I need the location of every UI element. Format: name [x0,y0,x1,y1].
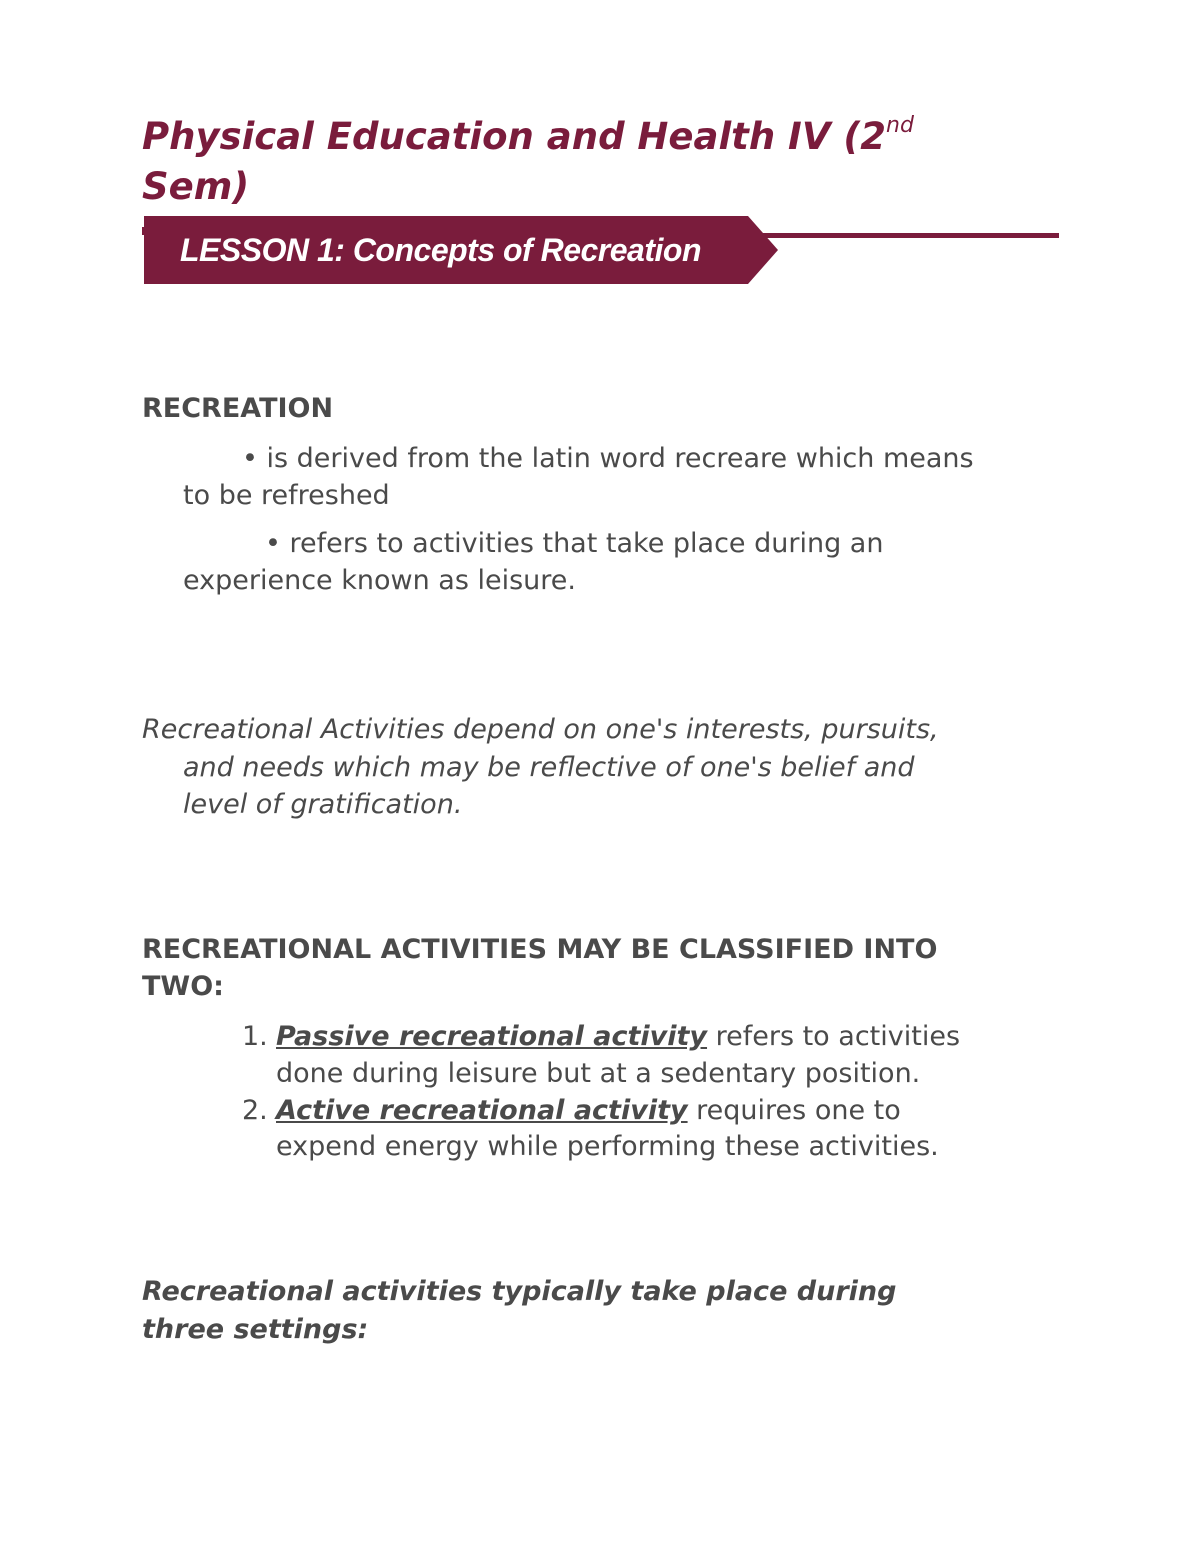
active-term: Active recreational activity [276,1095,688,1126]
list-item-2-number: 2. [242,1095,268,1126]
bullet-1-line-2: to be refreshed [183,480,390,511]
depend-line-2: and needs which may be reflective of one's belief and [183,752,915,783]
list-item-1-line-1 [276,1018,960,1055]
list-item-2-line-2: expend energy while performing these activities. [276,1131,939,1162]
classified-heading-line-1: RECREATIONAL ACTIVITIES MAY BE CLASSIFIED INTO [142,934,938,965]
list-item-2-rest: requires one to [687,1095,901,1126]
banner-rule [744,233,1059,238]
depend-line-1: Recreational Activities depend on one's interests, pursuits, [142,714,939,745]
bullet-1-line-1: • is derived from the latin word recreare which means [242,443,974,474]
depend-line-3: level of gratification. [183,789,463,820]
bullet-2-line-2: experience known as leisure. [183,565,576,596]
list-item-1-line-2: done during leisure but at a sedentary position. [276,1058,921,1089]
list-item-1-number: 1. [242,1021,268,1052]
title-main: Physical Education and Health IV (2 [142,115,886,158]
list-item-2-line-1 [276,1092,901,1129]
passive-term: Passive recreational activity [276,1021,708,1052]
lesson-banner-text: LESSON 1: Concepts of Recreation [180,232,701,268]
bullet-2-line-1: • refers to activities that take place during an [265,528,884,559]
settings-line-2: three settings: [142,1314,369,1345]
title-superscript: nd [886,112,914,138]
document-title [142,112,1042,212]
classified-heading-line-2: TWO: [142,971,224,1002]
title-end: Sem) [142,165,250,208]
list-item-1-rest: refers to activities [707,1021,961,1052]
settings-line-1: Recreational activities typically take place during [142,1276,897,1307]
recreation-heading: RECREATION [142,393,334,424]
